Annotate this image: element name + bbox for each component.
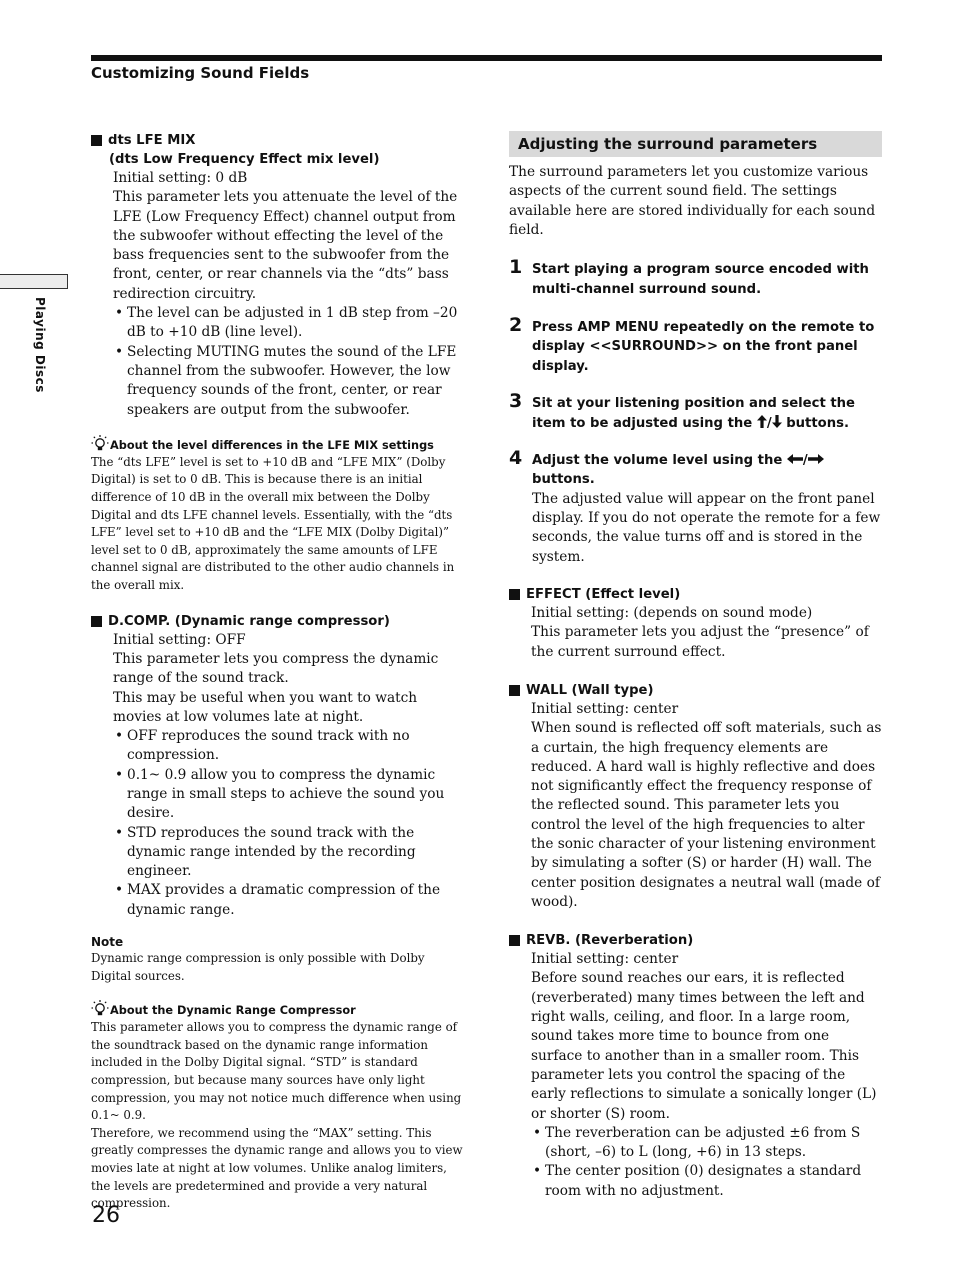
dcomp-body bbox=[91, 631, 467, 920]
list-item: • The center position (0) designates a standard room with no adjustment. bbox=[531, 1162, 882, 1201]
revb-description: Before sound reaches our ears, it is reflected (reverberated) many times between the left and right walls, ceiling, and floor. In a large room, sound takes more time to bounce from one surface to another than in a smaller room. This parameter lets you control the spacing of the early reflections to simulate a sonically longer (L) or shorter (S) room. bbox=[531, 970, 877, 1122]
surround-parameters-banner: Adjusting the surround parameters bbox=[509, 131, 882, 157]
step-3 bbox=[509, 390, 882, 433]
dts-lfe-mix-subheading: (dts Low Frequency Effect mix level) bbox=[109, 152, 380, 167]
tip-heading-lfe: About the level differences in the LFE MIX settings bbox=[91, 434, 467, 454]
revb-heading: REVB. (Reverberation) bbox=[509, 931, 882, 950]
square-bullet-icon bbox=[91, 616, 102, 627]
tip-text-drc-1: This parameter allows you to compress the dynamic range of the soundtrack based on the dynamic range information included in the Dolby Digital signal. “STD” is standard compression, but because many sources have only light compression, you may not notice much difference when using 0.1~ 0.9. bbox=[91, 1020, 462, 1123]
right-arrow-icon bbox=[808, 454, 824, 464]
square-bullet-icon bbox=[509, 685, 520, 696]
side-tab-marker bbox=[0, 274, 68, 289]
list-item: • OFF reproduces the sound track with no compression. bbox=[113, 727, 467, 766]
list-item: • The reverberation can be adjusted ±6 from S (short, –6) to L (long, +6) in 13 steps. bbox=[531, 1124, 882, 1163]
up-arrow-icon bbox=[757, 415, 767, 428]
dts-description: This parameter lets you attenuate the level of the LFE (Low Frequency Effect) channel output from the subwoofer without effecting the level of the bass frequencies sent to the subwoofer from the front, center, or rear channels via the “dts” bass redirection circuitry. bbox=[113, 189, 458, 302]
dcomp-description-2: This may be useful when you want to watch movies at low volumes late at night. bbox=[113, 689, 418, 725]
left-arrow-icon bbox=[787, 454, 803, 464]
top-rule bbox=[91, 55, 882, 61]
dcomp-initial-setting: Initial setting: OFF bbox=[113, 631, 246, 648]
effect-body bbox=[509, 604, 882, 662]
revb-initial-setting: Initial setting: center bbox=[531, 951, 679, 968]
square-bullet-icon bbox=[509, 589, 520, 600]
dts-lfe-mix-body bbox=[91, 169, 467, 420]
left-column bbox=[91, 131, 467, 1213]
step-number: 4 bbox=[509, 447, 523, 470]
wall-heading: WALL (Wall type) bbox=[509, 681, 882, 700]
down-arrow-icon bbox=[772, 415, 782, 428]
effect-initial-setting: Initial setting: (depends on sound mode) bbox=[531, 605, 813, 622]
wall-body bbox=[509, 700, 882, 912]
step-instruction: Sit at your listening position and select the item to be adjusted using the / buttons. bbox=[532, 396, 855, 431]
effect-heading: EFFECT (Effect level) bbox=[509, 585, 882, 604]
dts-initial-setting: Initial setting: 0 dB bbox=[113, 170, 248, 186]
list-item: • MAX provides a dramatic compression of the dynamic range. bbox=[113, 881, 467, 920]
step-instruction: Start playing a program source encoded with multi-channel surround sound. bbox=[532, 262, 869, 297]
surround-intro: The surround parameters let you customize various aspects of the current sound field. The settings available here are stored individually for each sound field. bbox=[509, 164, 876, 238]
wall-initial-setting: Initial setting: center bbox=[531, 700, 679, 717]
list-item: • Selecting MUTING mutes the sound of the LFE channel from the subwoofer. However, the low frequency sounds of the front, center, or rear speakers are output from the subwoofer. bbox=[113, 343, 467, 420]
square-bullet-icon bbox=[91, 135, 102, 146]
effect-description: This parameter lets you adjust the “presence” of the current surround effect. bbox=[531, 624, 869, 660]
dts-lfe-mix-heading: dts LFE MIX (dts Low Frequency Effect mix level) bbox=[91, 131, 467, 169]
step-1 bbox=[509, 256, 882, 299]
right-column bbox=[509, 131, 882, 1201]
step-4-detail: The adjusted value will appear on the front panel display. If you do not operate the remote for a few seconds, the value turns off and is stored in the system. bbox=[532, 490, 881, 565]
page-number: 26 bbox=[92, 1203, 120, 1228]
lightbulb-tip-icon bbox=[91, 434, 109, 454]
list-item: • The level can be adjusted in 1 dB step from –20 dB to +10 dB (line level). bbox=[113, 304, 467, 343]
dts-bullet-list bbox=[113, 304, 467, 420]
wall-description: When sound is reflected off soft materials, such as a curtain, the high frequency elements are reduced. A hard wall is highly reflective and does not significantly effect the frequency response of the reflected sound. This parameter lets you control the level of the high frequencies to alter the sonic character of your listening environment by simulating a softer (S) or harder (H) wall. The center position designates a neutral wall (made of wood). bbox=[531, 720, 882, 910]
step-4 bbox=[509, 447, 882, 567]
step-number: 3 bbox=[509, 390, 523, 413]
tip-text-drc-2: Therefore, we recommend using the “MAX” setting. This greatly compresses the dynamic range and allows you to view movies late at night at low volumes. Unlike analog limiters, the levels are predetermined and provide a very natural compression. bbox=[91, 1125, 463, 1211]
lightbulb-tip-icon bbox=[91, 999, 109, 1019]
square-bullet-icon bbox=[509, 935, 520, 946]
dcomp-bullet-list bbox=[113, 727, 467, 920]
dcomp-description-1: This parameter lets you compress the dynamic range of the sound track. bbox=[113, 650, 439, 687]
note-label: Note bbox=[91, 935, 124, 950]
revb-body bbox=[509, 950, 882, 1201]
step-instruction: Press AMP MENU repeatedly on the remote to display <<SURROUND>> on the front panel display. bbox=[532, 320, 875, 374]
list-item: • 0.1~ 0.9 allow you to compress the dynamic range in small steps to achieve the sound you desire. bbox=[113, 766, 467, 824]
tip-heading-drc: About the Dynamic Range Compressor bbox=[91, 999, 467, 1019]
tip-text-lfe: The “dts LFE” level is set to +10 dB and “LFE MIX” (Dolby Digital) is set to 0 dB. This is because there is an initial difference of 10 dB in the overall mix between the Dolby Digital and dts LFE channel levels. Essentially, with the “dts LFE” level set to +10 dB and the “LFE MIX (Dolby Digital)” level set to 0 dB, approximately the same amounts of LFE channel signal are distributed to the other audio channels in the overall mix. bbox=[91, 454, 455, 593]
list-item: • STD reproduces the sound track with the dynamic range intended by the recording engineer. bbox=[113, 824, 467, 882]
revb-bullet-list bbox=[531, 1124, 882, 1201]
step-number: 1 bbox=[509, 256, 523, 279]
side-tab-label: Playing Discs bbox=[33, 297, 47, 393]
note-text: Dynamic range compression is only possible with Dolby Digital sources. bbox=[91, 951, 425, 983]
step-2 bbox=[509, 314, 882, 376]
section-title: Customizing Sound Fields bbox=[91, 64, 310, 82]
step-instruction: Adjust the volume level using the / buttons. bbox=[532, 451, 882, 490]
dcomp-heading: D.COMP. (Dynamic range compressor) bbox=[91, 612, 467, 631]
step-number: 2 bbox=[509, 314, 523, 336]
